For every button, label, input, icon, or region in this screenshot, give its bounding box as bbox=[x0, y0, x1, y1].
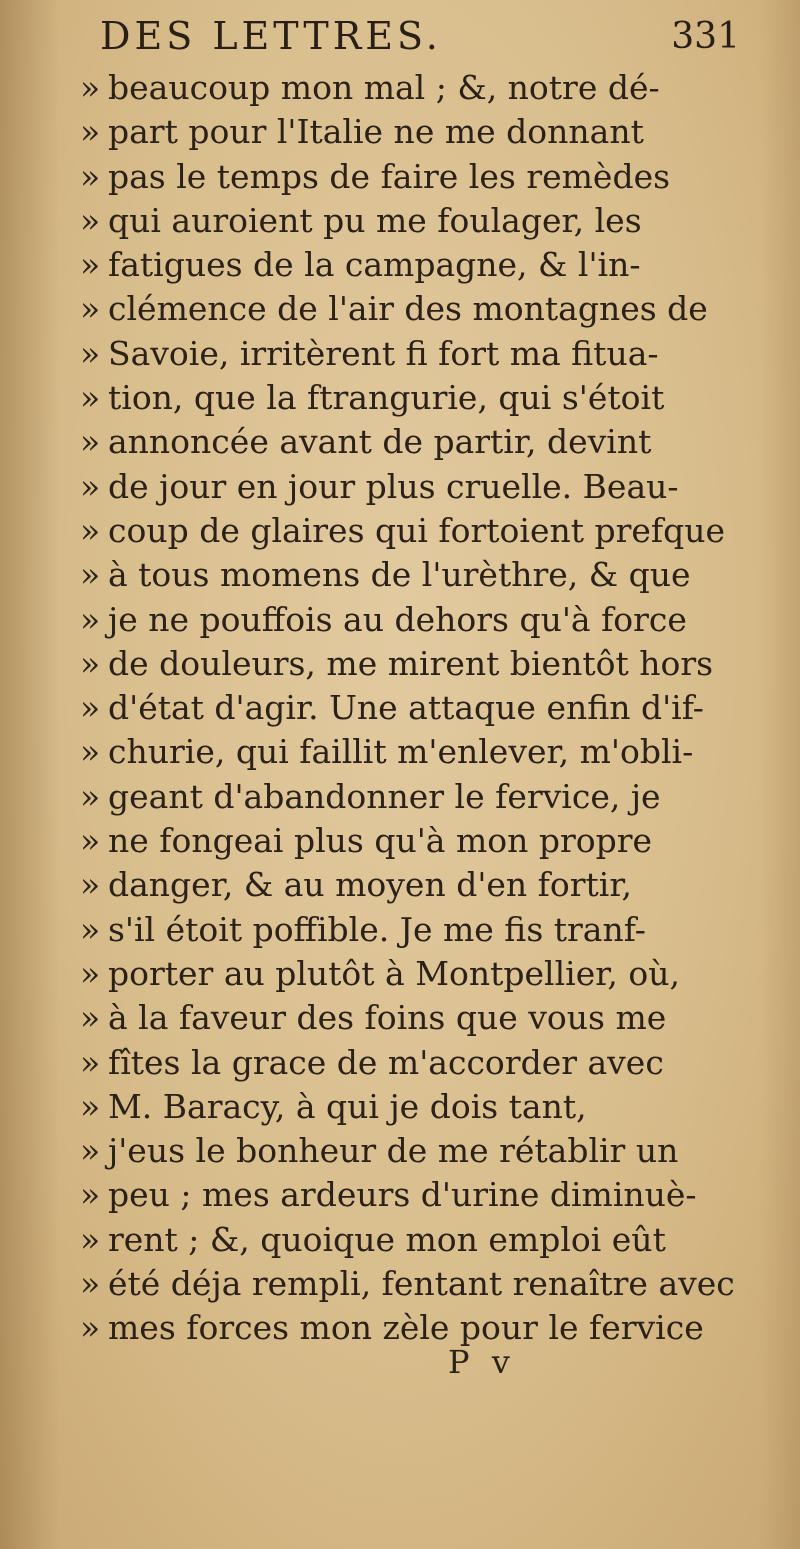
line-text: churie, qui faillit m'enlever, m'obli- bbox=[108, 732, 694, 772]
line-text: à tous momens de l'urèthre, & que bbox=[108, 555, 691, 595]
text-line bbox=[80, 1085, 760, 1129]
quote-mark: » bbox=[80, 1219, 101, 1259]
line-text: Savoie, irritèrent fi fort ma fitua- bbox=[108, 333, 659, 373]
text-line bbox=[80, 332, 760, 376]
running-title: DES LETTRES. bbox=[100, 14, 442, 58]
text-line bbox=[80, 243, 760, 287]
quote-mark: » bbox=[80, 378, 101, 418]
line-text: fîtes la grace de m'accorder avec bbox=[108, 1042, 664, 1082]
line-text: rent ; &, quoique mon emploi eût bbox=[108, 1219, 666, 1259]
text-line bbox=[80, 509, 760, 553]
line-text: part pour l'Italie ne me donnant bbox=[108, 112, 644, 152]
text-line bbox=[80, 775, 760, 819]
quote-mark: » bbox=[80, 1264, 101, 1304]
quote-mark: » bbox=[80, 68, 101, 107]
page-number: 331 bbox=[671, 16, 740, 57]
text-line bbox=[80, 730, 760, 774]
quote-mark: » bbox=[80, 776, 101, 816]
line-text: pas le temps de faire les remèdes bbox=[108, 156, 671, 196]
quote-mark: » bbox=[80, 422, 101, 462]
text-line bbox=[80, 199, 760, 243]
quote-mark: » bbox=[80, 200, 101, 240]
quote-mark: » bbox=[80, 466, 101, 506]
text-line bbox=[80, 908, 760, 952]
quote-mark: » bbox=[80, 245, 101, 285]
signature-mark: P v bbox=[448, 1343, 516, 1381]
text-line bbox=[80, 598, 760, 642]
line-text: s'il étoit poffible. Je me fis tranf- bbox=[108, 909, 646, 949]
quote-mark: » bbox=[80, 333, 101, 373]
line-text: à la faveur des foins que vous me bbox=[108, 998, 667, 1038]
text-line bbox=[80, 1218, 760, 1262]
line-text: je ne pouffois au dehors qu'à force bbox=[108, 599, 687, 639]
quote-mark: » bbox=[80, 998, 101, 1038]
text-line bbox=[80, 1306, 760, 1350]
quote-mark: » bbox=[80, 732, 101, 772]
text-line bbox=[80, 376, 760, 420]
line-text: ne fongeai plus qu'à mon propre bbox=[108, 821, 653, 861]
text-line bbox=[80, 66, 760, 110]
line-text: qui auroient pu me foulager, les bbox=[108, 200, 642, 240]
quote-mark: » bbox=[80, 643, 101, 683]
text-line bbox=[80, 952, 760, 996]
quote-mark: » bbox=[80, 1308, 101, 1348]
line-text: porter au plutôt à Montpellier, où, bbox=[108, 953, 680, 993]
quote-mark: » bbox=[80, 1086, 101, 1126]
quote-mark: » bbox=[80, 112, 101, 152]
text-line bbox=[80, 686, 760, 730]
line-text: danger, & au moyen d'en fortir, bbox=[108, 865, 632, 905]
line-text: M. Baracy, à qui je dois tant, bbox=[108, 1086, 587, 1126]
line-text: mes forces mon zèle pour le fervice bbox=[108, 1308, 704, 1348]
text-line bbox=[80, 110, 760, 154]
line-text: d'état d'agir. Une attaque enfin d'if- bbox=[108, 688, 704, 728]
line-text: tion, que la ftrangurie, qui s'étoit bbox=[108, 378, 665, 418]
running-head bbox=[100, 14, 740, 58]
quote-mark: » bbox=[80, 1175, 101, 1215]
line-text: de douleurs, me mirent bientôt hors bbox=[108, 643, 714, 683]
text-line bbox=[80, 465, 760, 509]
line-text: coup de glaires qui fortoient prefque bbox=[108, 510, 726, 550]
text-line bbox=[80, 287, 760, 331]
line-text: de jour en jour plus cruelle. Beau- bbox=[108, 466, 679, 506]
text-line bbox=[80, 1262, 760, 1306]
quote-mark: » bbox=[80, 953, 101, 993]
quote-mark: » bbox=[80, 510, 101, 550]
text-line bbox=[80, 1173, 760, 1217]
quote-mark: » bbox=[80, 865, 101, 905]
line-text: beaucoup mon mal ; &, notre dé- bbox=[108, 68, 660, 107]
quote-mark: » bbox=[80, 688, 101, 728]
quote-mark: » bbox=[80, 909, 101, 949]
quote-mark: » bbox=[80, 599, 101, 639]
line-text: été déja rempli, fentant renaître avec bbox=[108, 1264, 735, 1304]
text-line bbox=[80, 420, 760, 464]
text-line bbox=[80, 996, 760, 1040]
text-line bbox=[80, 819, 760, 863]
line-text: geant d'abandonner le fervice, je bbox=[108, 776, 661, 816]
text-line bbox=[80, 1041, 760, 1085]
text-line bbox=[80, 642, 760, 686]
quote-mark: » bbox=[80, 289, 101, 329]
quote-mark: » bbox=[80, 1131, 101, 1171]
line-text: j'eus le bonheur de me rétablir un bbox=[108, 1131, 679, 1171]
line-text: annoncée avant de partir, devint bbox=[108, 422, 652, 462]
text-line bbox=[80, 1129, 760, 1173]
quote-mark: » bbox=[80, 821, 101, 861]
line-text: fatigues de la campagne, & l'in- bbox=[108, 245, 641, 285]
quote-mark: » bbox=[80, 1042, 101, 1082]
text-line bbox=[80, 155, 760, 199]
text-line bbox=[80, 863, 760, 907]
line-text: clémence de l'air des montagnes de bbox=[108, 289, 708, 329]
quote-mark: » bbox=[80, 156, 101, 196]
quote-mark: » bbox=[80, 555, 101, 595]
text-line bbox=[80, 553, 760, 597]
line-text: peu ; mes ardeurs d'urine diminuè- bbox=[108, 1175, 697, 1215]
body-text bbox=[80, 66, 760, 1351]
